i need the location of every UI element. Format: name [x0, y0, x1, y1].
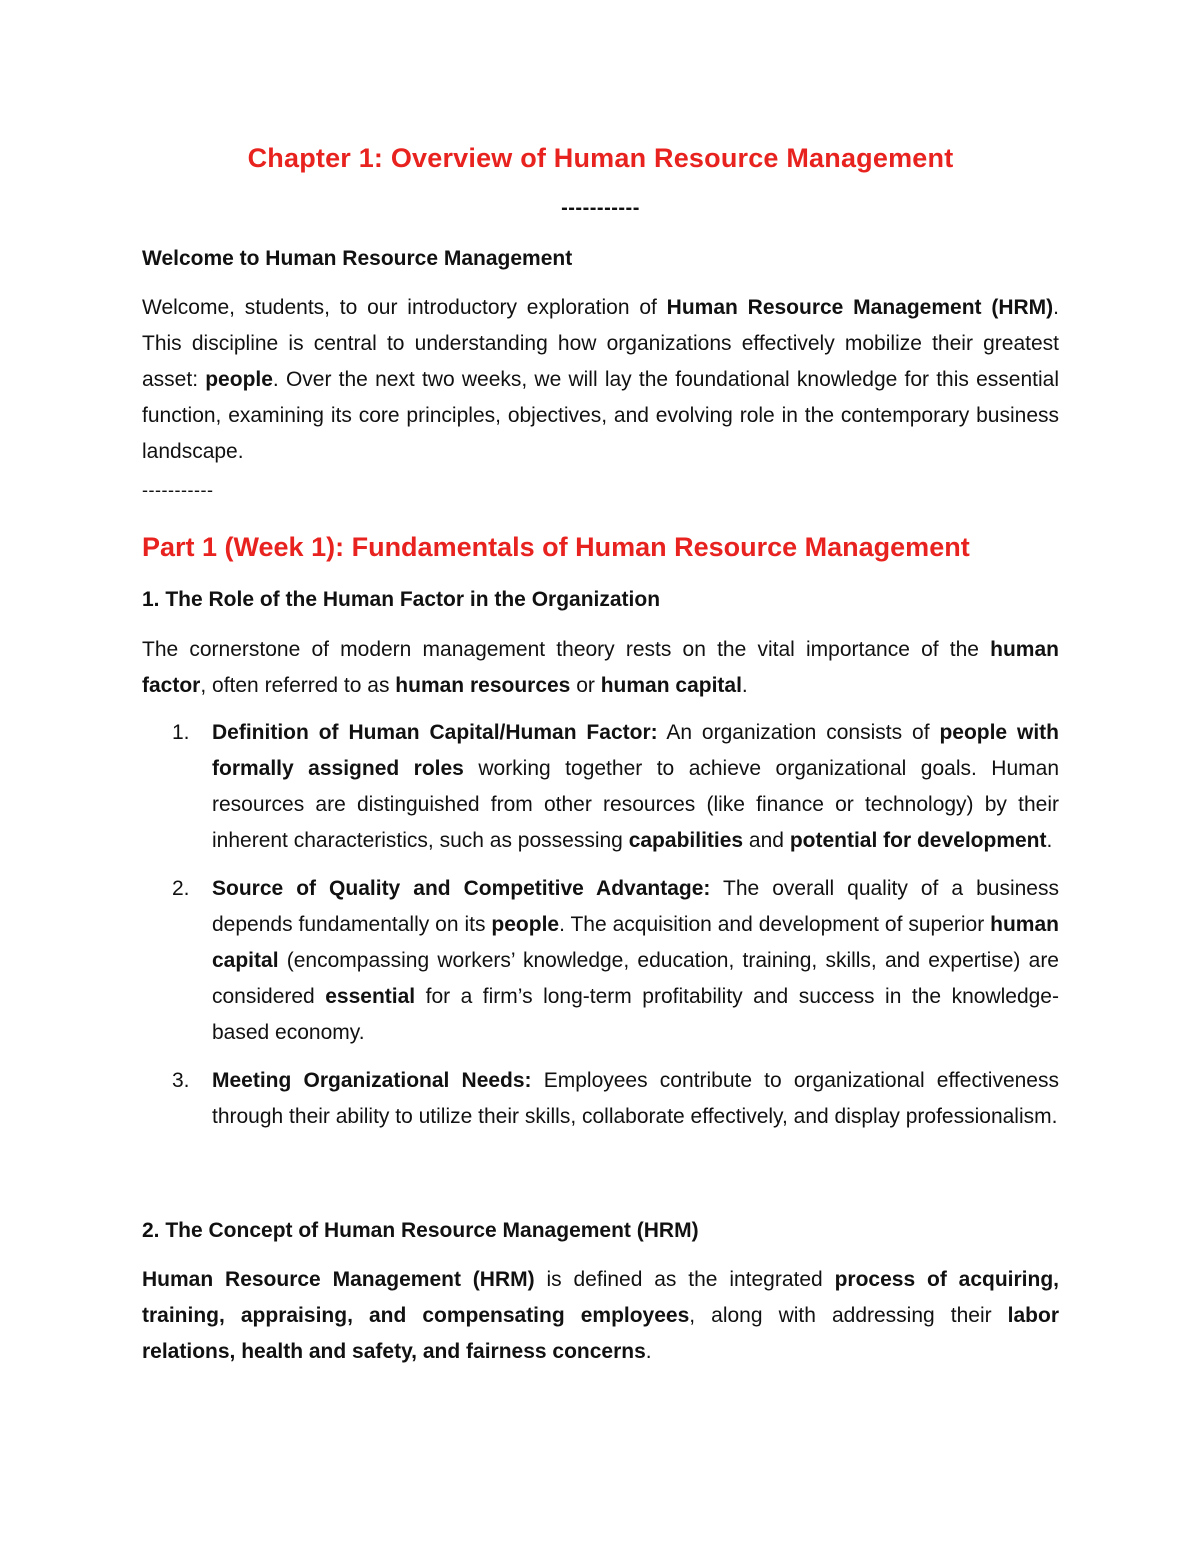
bold-run: process of acquiring, training, appraising, and compensating employees: [142, 1268, 1060, 1327]
text-run: An organization consists of: [657, 721, 940, 744]
text-run: , along with addressing their: [689, 1304, 1008, 1327]
bold-run: Human Resource Management (HRM): [142, 1268, 535, 1291]
bold-run: human factor: [142, 638, 1059, 697]
list-item-text: [212, 1063, 1059, 1135]
text-run: for a firm’s long-term profitability and success in the knowledge-based economy.: [212, 985, 1059, 1044]
part-1-title: Part 1 (Week 1): Fundamentals of Human Resource Management: [142, 532, 970, 562]
text-run: .: [741, 674, 748, 697]
text-run: or: [570, 674, 601, 697]
section-1-intro: [142, 632, 1059, 704]
list-number: 1.: [172, 721, 190, 744]
text-run: , often referred to as: [200, 674, 396, 697]
list-number: 3.: [172, 1069, 190, 1092]
list-item: [142, 1063, 1059, 1135]
section-2-heading: 2. The Concept of Human Resource Management (HRM): [142, 1219, 699, 1242]
text-run: Employees contribute to organizational effectiveness through their ability to utilize their skills, collaborate effectively, and display professionalism.: [212, 1069, 1059, 1128]
numbered-list: [142, 715, 1059, 1147]
text-run: The overall quality of a business depends fundamentally on its: [212, 877, 1059, 936]
bold-run: human resources: [395, 674, 571, 697]
text-run: .: [1046, 829, 1053, 852]
bold-run: Human Resource Management (HRM): [666, 296, 1054, 319]
bold-run: human capital: [600, 674, 742, 697]
text-run: (encompassing workers’ knowledge, education, training, skills, and expertise) are considered: [212, 949, 1059, 1008]
bold-run: Definition of Human Capital/Human Factor:: [212, 721, 658, 744]
bold-run: Meeting Organizational Needs:: [212, 1069, 532, 1092]
bold-run: people: [491, 913, 560, 936]
text-run: Welcome, students, to our introductory exploration of: [142, 296, 667, 319]
list-item-text: [212, 715, 1059, 859]
list-item: [142, 871, 1059, 1051]
text-run: . The acquisition and development of superior: [559, 913, 991, 936]
bold-run: human capital: [212, 913, 1059, 972]
chapter-title: Chapter 1: Overview of Human Resource Management: [247, 143, 954, 173]
separator-2: -----------: [142, 480, 214, 500]
text-run: and: [743, 829, 790, 852]
list-item-text: [212, 871, 1059, 1051]
bold-run: people: [205, 368, 273, 391]
text-run: The cornerstone of modern management theory rests on the vital importance of the: [142, 638, 991, 661]
bold-run: capabilities: [628, 829, 744, 852]
welcome-heading: Welcome to Human Resource Management: [142, 247, 573, 270]
text-run: . This discipline is central to understanding how organizations effectively mobilize their greatest asset:: [142, 296, 1059, 391]
section-1-heading: 1. The Role of the Human Factor in the Organization: [142, 588, 661, 611]
section-2-paragraph: [142, 1262, 1059, 1370]
list-item: [142, 715, 1059, 859]
text-run: . Over the next two weeks, we will lay the foundational knowledge for this essential function, examining its core principles, objectives, and evolving role in the contemporary business landscape.: [142, 368, 1059, 463]
bold-run: people with formally assigned roles: [212, 721, 1060, 780]
list-number: 2.: [172, 877, 190, 900]
bold-run: essential: [325, 985, 416, 1008]
separator: -----------: [561, 197, 640, 219]
welcome-paragraph: [142, 290, 1059, 470]
bold-run: Source of Quality and Competitive Advantage:: [212, 877, 711, 900]
text-run: .: [645, 1340, 652, 1363]
bold-run: potential for development: [789, 829, 1047, 852]
text-run: working together to achieve organizational goals. Human resources are distinguished from other resources (like finance or technology) by their inherent characteristics, such as possessing: [212, 757, 1059, 852]
text-run: is defined as the integrated: [534, 1268, 835, 1291]
bold-run: labor relations, health and safety, and fairness concerns: [142, 1304, 1059, 1363]
